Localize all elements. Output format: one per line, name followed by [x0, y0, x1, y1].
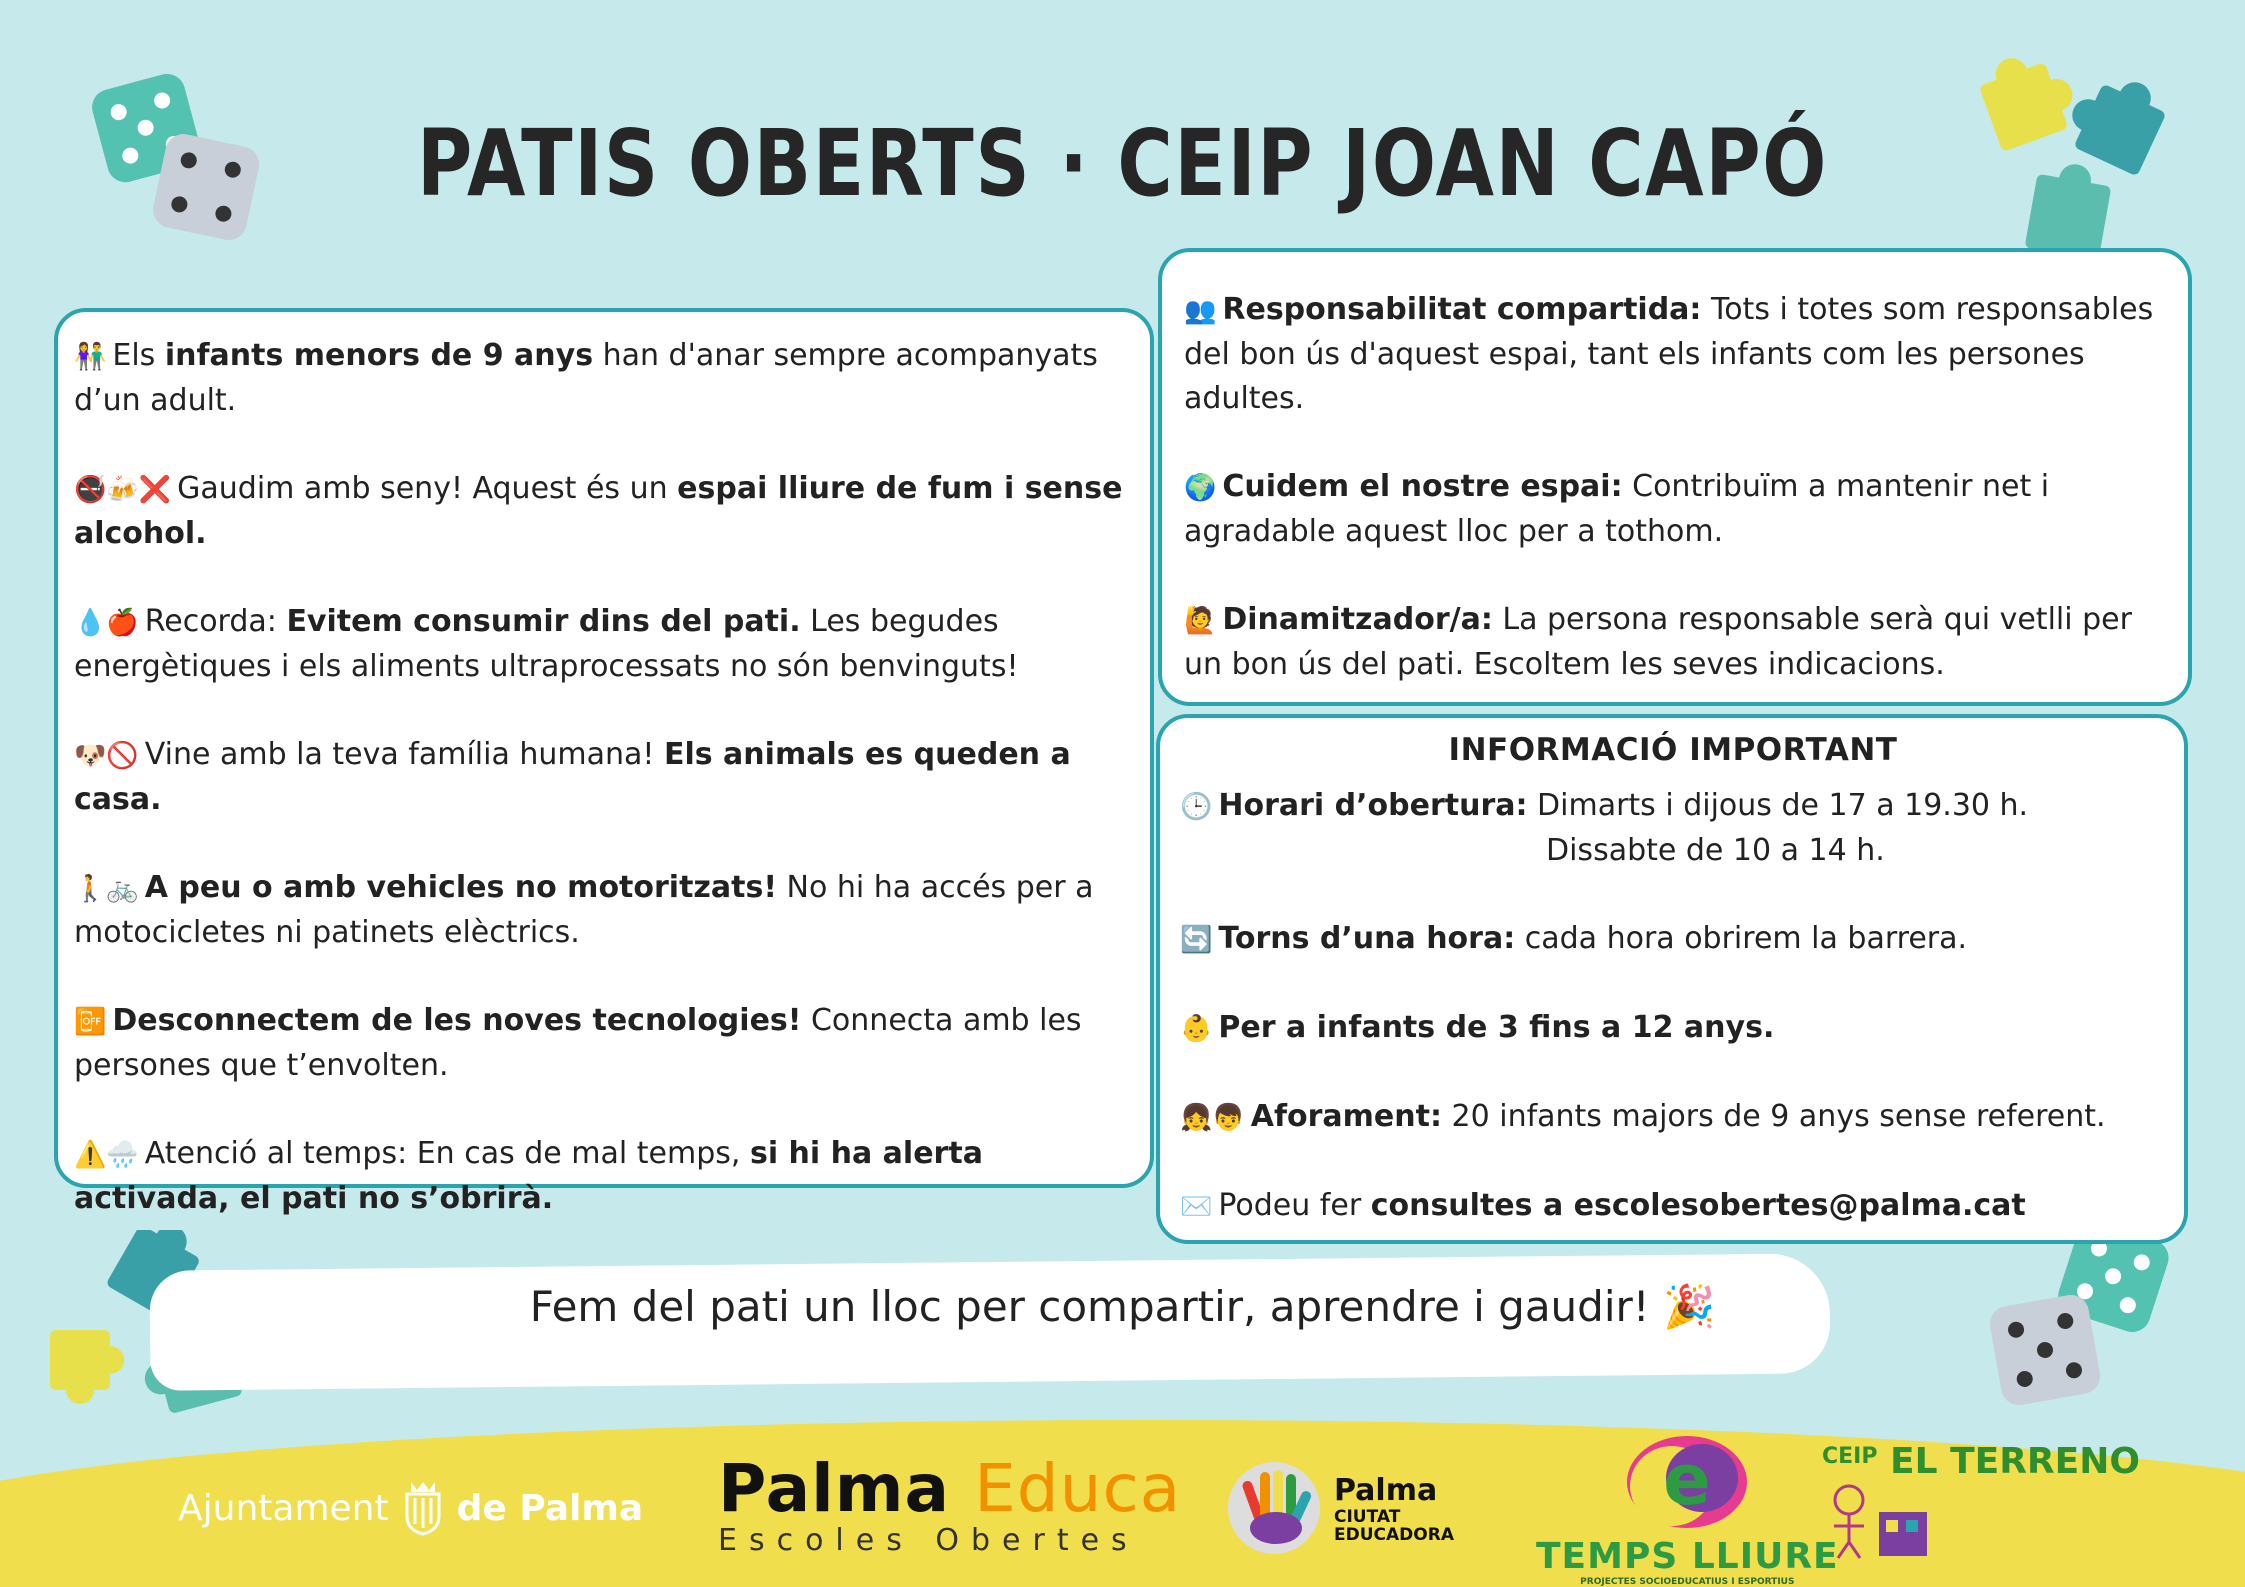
rule-bold: si hi ha alerta activada, el pati no s’obrirà.: [74, 1136, 983, 1216]
ages-label: Per a infants de 3 fins a 12 anys.: [1218, 1010, 1775, 1045]
rules-list: [74, 334, 1128, 1221]
rule-bold: A peu o amb vehicles no motoritzats!: [144, 870, 778, 905]
rule-bold: Desconnectem de les noves tecnologies!: [112, 1003, 802, 1038]
rule-emoji-icon: 📴: [74, 1007, 107, 1037]
rule-text: La persona responsable serà qui vetlli per un bon ús del pati. Escoltem les seves indicacions.: [1184, 602, 2132, 682]
logo-temps-lliure-sub: PROJECTES SOCIOEDUCATIUS I ESPORTIUS: [1580, 1577, 1795, 1587]
logo-palma-educa: [718, 1450, 1181, 1558]
page-title: PATIS OBERTS · CEIP JOAN CAPÓ: [416, 110, 1829, 217]
rule-item: [74, 866, 1128, 955]
opening-hours: [1180, 784, 2166, 873]
turns-info: [1180, 917, 2166, 962]
logo-ciutat-educadora: [1226, 1460, 1454, 1556]
rule-text: Atenció al temps: En cas de mal temps,: [144, 1136, 750, 1171]
rule-text: Tots i totes som responsables del bon ús d'aquest espai, tant els infants com les persones adultes.: [1184, 292, 2154, 416]
rule-item: [74, 467, 1128, 556]
rule-emoji-icon: 👥: [1184, 296, 1217, 326]
rule-bold: espai lliure de fum i sense alcohol.: [74, 471, 1123, 551]
logo-ajuntament-text-a: Ajuntament: [178, 1487, 389, 1529]
capacity-label: Aforament:: [1250, 1099, 1442, 1134]
turns-label: Torns d’una hora:: [1218, 921, 1516, 956]
rule-emoji-icon: 🙋: [1184, 606, 1217, 636]
capacity-info: [1180, 1095, 2166, 1140]
rules-card-left: [54, 308, 1154, 1216]
logo-ciutat-a: Palma: [1334, 1472, 1438, 1508]
hand-icon: [1226, 1460, 1322, 1556]
rule-text: han d'anar sempre acompanyats d’un adult.: [74, 338, 1098, 418]
responsibility-item: [1184, 598, 2170, 687]
rule-text: No hi ha accés per a motocicletes ni patinets elèctrics.: [74, 870, 1094, 950]
logo-palma-educa-b: Educa: [974, 1450, 1182, 1527]
temps-lliure-emblem-icon: [1622, 1432, 1752, 1532]
rule-emoji-icon: ⚠️🌧️: [74, 1140, 139, 1170]
logo-ajuntament: [178, 1480, 643, 1536]
rules-card-right: [1158, 248, 2192, 706]
rule-bold: Responsabilitat compartida:: [1222, 292, 1702, 327]
logo-ciutat-b: CIUTAT: [1334, 1506, 1401, 1527]
rule-text: Connecta amb les persones que t’envolten.: [74, 1003, 1082, 1083]
rule-bold: Dinamitzador/a:: [1222, 602, 1493, 637]
rule-text: Contribuïm a mantenir net i agradable aquest lloc per a tothom.: [1184, 469, 2050, 549]
logo-ajuntament-text-b: de Palma: [456, 1487, 644, 1529]
capacity-text: 20 infants majors de 9 anys sense referent.: [1441, 1099, 2106, 1134]
ages-info: [1180, 1006, 2166, 1051]
rule-emoji-icon: 🐶🚫: [74, 741, 139, 771]
responsibility-item: [1184, 465, 2170, 554]
logo-ceip-a: CEIP: [1822, 1444, 1878, 1469]
rule-emoji-icon: 🚶🚲: [74, 874, 139, 904]
rule-emoji-icon: 🌍: [1184, 473, 1217, 503]
logo-ciutat-c: EDUCADORA: [1334, 1524, 1454, 1545]
hours-line2: Dissabte de 10 a 14 h.: [1546, 833, 1885, 868]
rule-text: Gaudim amb seny! Aquest és un: [177, 471, 678, 506]
rule-bold: Cuidem el nostre espai:: [1222, 469, 1623, 504]
hours-line1: Dimarts i dijous de 17 a 19.30 h.: [1527, 788, 2029, 823]
child-drawing-icon: [1824, 1482, 1934, 1562]
envelope-icon: ✉️: [1180, 1192, 1213, 1222]
rule-bold: Els animals es queden a casa.: [74, 737, 1071, 817]
rule-text: Les begudes energètiques i els aliments ultraprocessats no són benvinguts!: [74, 604, 1019, 684]
rule-item: [74, 600, 1128, 689]
rule-emoji-icon: 💧🍎: [74, 608, 139, 638]
rule-item: [74, 999, 1128, 1088]
refresh-icon: 🔄: [1180, 925, 1213, 955]
palma-crest-icon: [403, 1480, 443, 1536]
rule-bold: Evitem consumir dins del pati.: [286, 604, 801, 639]
logo-ceip-el-terreno: [1822, 1441, 2140, 1566]
rule-item: [74, 1132, 1128, 1221]
logo-ceip-b: EL TERRENO: [1890, 1441, 2140, 1482]
info-card: [1156, 714, 2188, 1244]
rule-item: [74, 334, 1128, 423]
info-heading: INFORMACIÓ IMPORTANT: [1448, 732, 1898, 768]
rule-emoji-icon: 🚭🍻❌: [74, 475, 172, 505]
svg-text:e: e: [1663, 1439, 1712, 1521]
logo-palma-educa-c: Escoles Obertes: [718, 1523, 1139, 1558]
rule-item: [74, 733, 1128, 822]
baby-icon: 👶: [1180, 1014, 1213, 1044]
slogan: Fem del pati un lloc per compartir, aprendre i gaudir! 🎉: [529, 1282, 1716, 1331]
children-icon: 👧👦: [1180, 1103, 1245, 1133]
rule-bold: infants menors de 9 anys: [164, 338, 594, 373]
contact-pre: Podeu fer: [1218, 1188, 1371, 1223]
rule-text: Vine amb la teva família humana!: [144, 737, 664, 772]
rule-text: Els: [112, 338, 165, 373]
logo-palma-educa-a: Palma: [718, 1450, 951, 1527]
logo-temps-lliure-text: TEMPS LLIURE: [1536, 1536, 1839, 1577]
responsibility-item: [1184, 288, 2170, 421]
contact-info: [1180, 1184, 2166, 1229]
rule-emoji-icon: 👫: [74, 342, 107, 372]
rule-text: Recorda:: [144, 604, 287, 639]
logo-temps-lliure: [1536, 1432, 1839, 1587]
hours-label: Horari d’obertura:: [1218, 788, 1528, 823]
turns-text: cada hora obrirem la barrera.: [1515, 921, 1968, 956]
responsibility-list: [1184, 288, 2170, 687]
clock-icon: 🕒: [1180, 792, 1213, 822]
contact-email[interactable]: consultes a escolesobertes@palma.cat: [1370, 1188, 2026, 1223]
